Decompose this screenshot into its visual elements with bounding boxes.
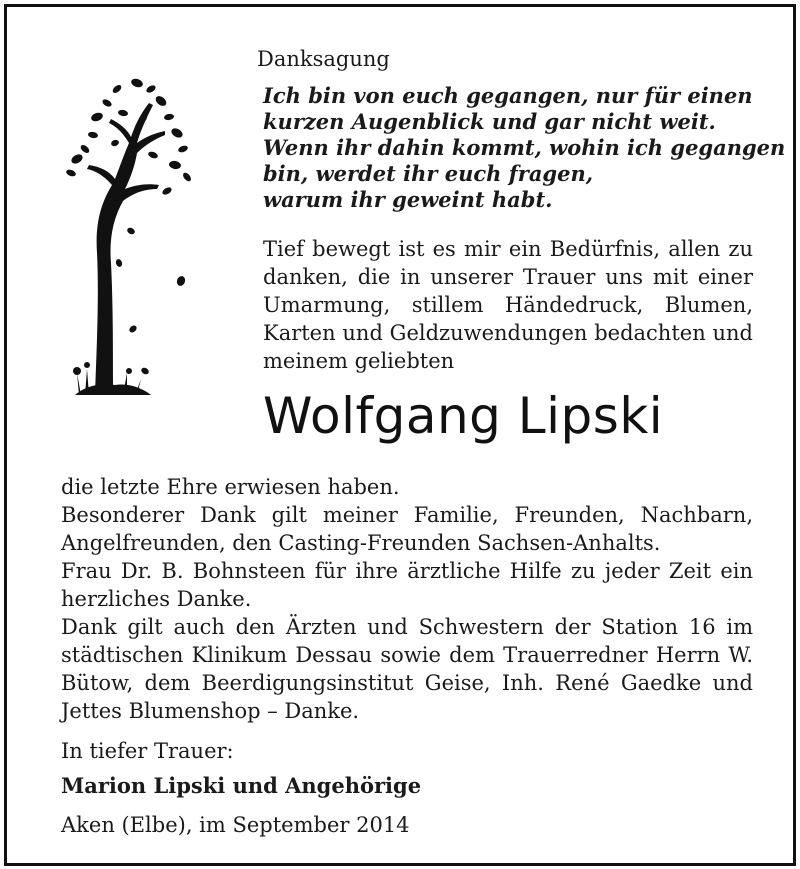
poem-line: Ich bin von euch gegangen, nur für einen: [263, 83, 753, 108]
body-paragraph: Dank gilt auch den Ärzten und Schwestern der Station 16 im städtischen Klinikum Dessau sowie dem Trauerredner Herrn W. Bütow, dem Beerdigungsinstitut Geise, Inh. René Gaedke und Jettes Blumenshop – Danke.: [61, 615, 753, 723]
obituary-card: [4, 4, 796, 866]
mourning-label: In tiefer Trauer:: [61, 739, 234, 763]
tree-silhouette-icon: [57, 73, 207, 403]
poem-line: bin, werdet ihr euch fragen,: [263, 161, 594, 186]
thanks-intro: Tief bewegt ist es mir ein Bedürfnis, allen zu danken, die in unserer Trauer uns mit einer Umarmung, stillem Händedruck, Blumen, Karten und Geldzuwendungen bedachten und meinem geliebten: [263, 237, 753, 373]
heading-danksagung: Danksagung: [257, 47, 390, 71]
poem-line: warum ihr geweint habt.: [263, 187, 553, 212]
body-paragraph: Frau Dr. B. Bohnsteen für ihre ärztliche Hilfe zu jeder Zeit ein herzliches Danke.: [61, 559, 753, 611]
deceased-name: Wolfgang Lipski: [263, 387, 664, 445]
poem: [263, 83, 786, 213]
body-text: [61, 473, 753, 725]
poem-line: kurzen Augenblick und gar nicht weit.: [263, 109, 716, 134]
place-date: Aken (Elbe), im September 2014: [61, 813, 410, 837]
signers: Marion Lipski und Angehörige: [61, 773, 422, 798]
poem-line: Wenn ihr dahin kommt, wohin ich gegangen: [263, 135, 786, 160]
body-paragraph: die letzte Ehre erwiesen haben.: [61, 475, 400, 499]
body-paragraph: Besonderer Dank gilt meiner Familie, Freunden, Nachbarn, Angelfreunden, den Casting-Freunden Sachsen-Anhalts.: [61, 503, 753, 555]
